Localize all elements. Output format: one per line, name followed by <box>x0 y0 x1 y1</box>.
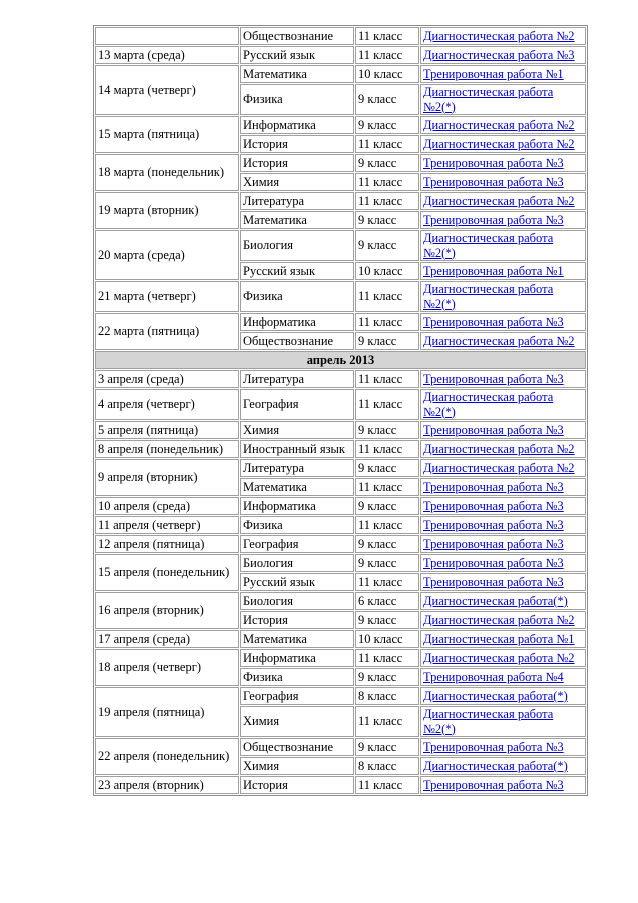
subject-cell: Биология <box>240 230 354 261</box>
work-cell <box>420 497 586 515</box>
work-cell <box>420 211 586 229</box>
work-link[interactable]: Диагностическая работа(*) <box>423 758 568 773</box>
work-link[interactable]: Тренировочная работа №3 <box>423 174 564 189</box>
work-link[interactable]: Диагностическая работа №2 <box>423 136 575 151</box>
work-cell <box>420 668 586 686</box>
table-row <box>95 738 586 756</box>
table-row <box>95 27 586 45</box>
work-cell <box>420 478 586 496</box>
date-cell: 8 апреля (понедельник) <box>95 440 239 458</box>
work-cell <box>420 611 586 629</box>
work-link[interactable]: Тренировочная работа №3 <box>423 498 564 513</box>
grade-cell: 11 класс <box>355 173 419 191</box>
work-cell <box>420 332 586 350</box>
subject-cell: География <box>240 389 354 420</box>
subject-cell: Информатика <box>240 313 354 331</box>
subject-cell: Литература <box>240 192 354 210</box>
work-link[interactable]: Диагностическая работа(*) <box>423 688 568 703</box>
subject-cell: Обществознание <box>240 332 354 350</box>
work-cell <box>420 192 586 210</box>
subject-cell: История <box>240 135 354 153</box>
work-link[interactable]: Диагностическая работа №2(*) <box>423 390 554 419</box>
month-header: апрель 2013 <box>95 351 586 369</box>
grade-cell: 11 класс <box>355 27 419 45</box>
work-link[interactable]: Тренировочная работа №3 <box>423 739 564 754</box>
table-row <box>95 313 586 331</box>
grade-cell: 9 класс <box>355 497 419 515</box>
work-cell <box>420 573 586 591</box>
grade-cell: 11 класс <box>355 478 419 496</box>
work-link[interactable]: Тренировочная работа №3 <box>423 479 564 494</box>
date-cell: 3 апреля (среда) <box>95 370 239 388</box>
subject-cell: Математика <box>240 211 354 229</box>
grade-cell: 11 класс <box>355 46 419 64</box>
schedule-body <box>95 27 586 794</box>
work-cell <box>420 738 586 756</box>
grade-cell: 8 класс <box>355 687 419 705</box>
grade-cell: 11 класс <box>355 706 419 737</box>
work-cell <box>420 84 586 115</box>
subject-cell: Химия <box>240 173 354 191</box>
grade-cell: 11 класс <box>355 135 419 153</box>
grade-cell: 9 класс <box>355 738 419 756</box>
grade-cell: 9 класс <box>355 535 419 553</box>
work-link[interactable]: Тренировочная работа №1 <box>423 66 564 81</box>
subject-cell: Химия <box>240 757 354 775</box>
subject-cell: Математика <box>240 478 354 496</box>
date-cell <box>95 27 239 45</box>
date-cell: 22 апреля (понедельник) <box>95 738 239 775</box>
work-link[interactable]: Тренировочная работа №3 <box>423 536 564 551</box>
subject-cell: Русский язык <box>240 46 354 64</box>
schedule-table <box>93 25 588 796</box>
grade-cell: 11 класс <box>355 573 419 591</box>
grade-cell: 10 класс <box>355 630 419 648</box>
grade-cell: 6 класс <box>355 592 419 610</box>
work-cell <box>420 535 586 553</box>
work-link[interactable]: Диагностическая работа №2 <box>423 117 575 132</box>
subject-cell: Физика <box>240 516 354 534</box>
grade-cell: 9 класс <box>355 116 419 134</box>
grade-cell: 10 класс <box>355 65 419 83</box>
work-cell <box>420 592 586 610</box>
subject-cell: Физика <box>240 668 354 686</box>
subject-cell: История <box>240 776 354 794</box>
date-cell: 14 марта (четверг) <box>95 65 239 115</box>
table-row <box>95 535 586 553</box>
work-cell <box>420 281 586 312</box>
work-cell <box>420 687 586 705</box>
grade-cell: 11 класс <box>355 370 419 388</box>
work-cell <box>420 516 586 534</box>
work-link[interactable]: Диагностическая работа №1 <box>423 631 575 646</box>
subject-cell: Русский язык <box>240 573 354 591</box>
subject-cell: Литература <box>240 459 354 477</box>
work-cell <box>420 135 586 153</box>
subject-cell: География <box>240 687 354 705</box>
work-cell <box>420 370 586 388</box>
work-cell <box>420 440 586 458</box>
grade-cell: 9 класс <box>355 611 419 629</box>
table-row <box>95 649 586 667</box>
work-link[interactable]: Тренировочная работа №3 <box>423 517 564 532</box>
date-cell: 13 марта (среда) <box>95 46 239 64</box>
subject-cell: Физика <box>240 84 354 115</box>
work-cell <box>420 65 586 83</box>
table-row <box>95 154 586 172</box>
work-link[interactable]: Диагностическая работа №2 <box>423 193 575 208</box>
date-cell: 23 апреля (вторник) <box>95 776 239 794</box>
table-row <box>95 192 586 210</box>
grade-cell: 11 класс <box>355 281 419 312</box>
date-cell: 11 апреля (четверг) <box>95 516 239 534</box>
table-row <box>95 281 586 312</box>
grade-cell: 10 класс <box>355 262 419 280</box>
work-link[interactable]: Тренировочная работа №3 <box>423 212 564 227</box>
table-row <box>95 116 586 134</box>
work-cell <box>420 27 586 45</box>
work-cell <box>420 230 586 261</box>
grade-cell: 9 класс <box>355 459 419 477</box>
subject-cell: Математика <box>240 65 354 83</box>
date-cell: 10 апреля (среда) <box>95 497 239 515</box>
work-cell <box>420 262 586 280</box>
work-link[interactable]: Диагностическая работа №2(*) <box>423 282 554 311</box>
grade-cell: 11 класс <box>355 440 419 458</box>
subject-cell: Информатика <box>240 649 354 667</box>
work-link[interactable]: Тренировочная работа №3 <box>423 574 564 589</box>
grade-cell: 11 класс <box>355 313 419 331</box>
date-cell: 17 апреля (среда) <box>95 630 239 648</box>
work-link[interactable]: Диагностическая работа №2 <box>423 650 575 665</box>
subject-cell: Обществознание <box>240 27 354 45</box>
table-row <box>95 459 586 477</box>
work-link[interactable]: Тренировочная работа №1 <box>423 263 564 278</box>
work-link[interactable]: Тренировочная работа №3 <box>423 155 564 170</box>
table-row <box>95 230 586 261</box>
work-cell <box>420 459 586 477</box>
work-link[interactable]: Тренировочная работа №3 <box>423 555 564 570</box>
grade-cell: 9 класс <box>355 84 419 115</box>
grade-cell: 9 класс <box>355 230 419 261</box>
work-link[interactable]: Диагностическая работа №2 <box>423 28 575 43</box>
grade-cell: 9 класс <box>355 554 419 572</box>
work-cell <box>420 649 586 667</box>
subject-cell: Биология <box>240 554 354 572</box>
subject-cell: Химия <box>240 421 354 439</box>
grade-cell: 11 класс <box>355 389 419 420</box>
table-row <box>95 440 586 458</box>
subject-cell: Русский язык <box>240 262 354 280</box>
work-cell <box>420 554 586 572</box>
work-link[interactable]: Тренировочная работа №3 <box>423 422 564 437</box>
date-cell: 19 марта (вторник) <box>95 192 239 229</box>
grade-cell: 11 класс <box>355 649 419 667</box>
table-row <box>95 776 586 794</box>
grade-cell: 9 класс <box>355 211 419 229</box>
work-link[interactable]: Диагностическая работа(*) <box>423 593 568 608</box>
table-row <box>95 497 586 515</box>
work-cell <box>420 389 586 420</box>
grade-cell: 11 класс <box>355 776 419 794</box>
table-row <box>95 592 586 610</box>
subject-cell: Информатика <box>240 497 354 515</box>
subject-cell: Иностранный язык <box>240 440 354 458</box>
month-header-row <box>95 351 586 369</box>
table-row <box>95 687 586 705</box>
date-cell: 4 апреля (четверг) <box>95 389 239 420</box>
table-row <box>95 554 586 572</box>
table-row <box>95 65 586 83</box>
date-cell: 12 апреля (пятница) <box>95 535 239 553</box>
subject-cell: Информатика <box>240 116 354 134</box>
grade-cell: 9 класс <box>355 154 419 172</box>
subject-cell: Физика <box>240 281 354 312</box>
work-link[interactable]: Тренировочная работа №3 <box>423 314 564 329</box>
work-cell <box>420 421 586 439</box>
date-cell: 18 апреля (четверг) <box>95 649 239 686</box>
subject-cell: История <box>240 154 354 172</box>
work-link[interactable]: Диагностическая работа №2 <box>423 460 575 475</box>
work-link[interactable]: Диагностическая работа №3 <box>423 47 575 62</box>
work-cell <box>420 630 586 648</box>
grade-cell: 9 класс <box>355 332 419 350</box>
work-link[interactable]: Тренировочная работа №3 <box>423 371 564 386</box>
subject-cell: История <box>240 611 354 629</box>
work-cell <box>420 154 586 172</box>
grade-cell: 8 класс <box>355 757 419 775</box>
subject-cell: География <box>240 535 354 553</box>
date-cell: 5 апреля (пятница) <box>95 421 239 439</box>
date-cell: 15 апреля (понедельник) <box>95 554 239 591</box>
table-row <box>95 421 586 439</box>
date-cell: 21 марта (четверг) <box>95 281 239 312</box>
table-row <box>95 370 586 388</box>
table-row <box>95 46 586 64</box>
date-cell: 18 марта (понедельник) <box>95 154 239 191</box>
work-link[interactable]: Диагностическая работа №2 <box>423 333 575 348</box>
work-link[interactable]: Диагностическая работа №2 <box>423 441 575 456</box>
table-row <box>95 516 586 534</box>
table-row <box>95 630 586 648</box>
grade-cell: 11 класс <box>355 516 419 534</box>
subject-cell: Математика <box>240 630 354 648</box>
date-cell: 9 апреля (вторник) <box>95 459 239 496</box>
date-cell: 20 марта (среда) <box>95 230 239 280</box>
subject-cell: Обществознание <box>240 738 354 756</box>
grade-cell: 9 класс <box>355 668 419 686</box>
date-cell: 15 марта (пятница) <box>95 116 239 153</box>
work-cell <box>420 757 586 775</box>
subject-cell: Биология <box>240 592 354 610</box>
table-row <box>95 389 586 420</box>
date-cell: 16 апреля (вторник) <box>95 592 239 629</box>
grade-cell: 11 класс <box>355 192 419 210</box>
work-cell <box>420 46 586 64</box>
date-cell: 19 апреля (пятница) <box>95 687 239 737</box>
work-link[interactable]: Диагностическая работа №2(*) <box>423 85 554 114</box>
work-cell <box>420 173 586 191</box>
work-cell <box>420 116 586 134</box>
work-link[interactable]: Диагностическая работа №2(*) <box>423 231 554 260</box>
work-cell <box>420 706 586 737</box>
work-link[interactable]: Тренировочная работа №4 <box>423 669 564 684</box>
subject-cell: Литература <box>240 370 354 388</box>
date-cell: 22 марта (пятница) <box>95 313 239 350</box>
work-link[interactable]: Тренировочная работа №3 <box>423 777 564 792</box>
work-link[interactable]: Диагностическая работа №2(*) <box>423 707 554 736</box>
work-cell <box>420 313 586 331</box>
grade-cell: 9 класс <box>355 421 419 439</box>
subject-cell: Химия <box>240 706 354 737</box>
work-cell <box>420 776 586 794</box>
work-link[interactable]: Диагностическая работа №2 <box>423 612 575 627</box>
